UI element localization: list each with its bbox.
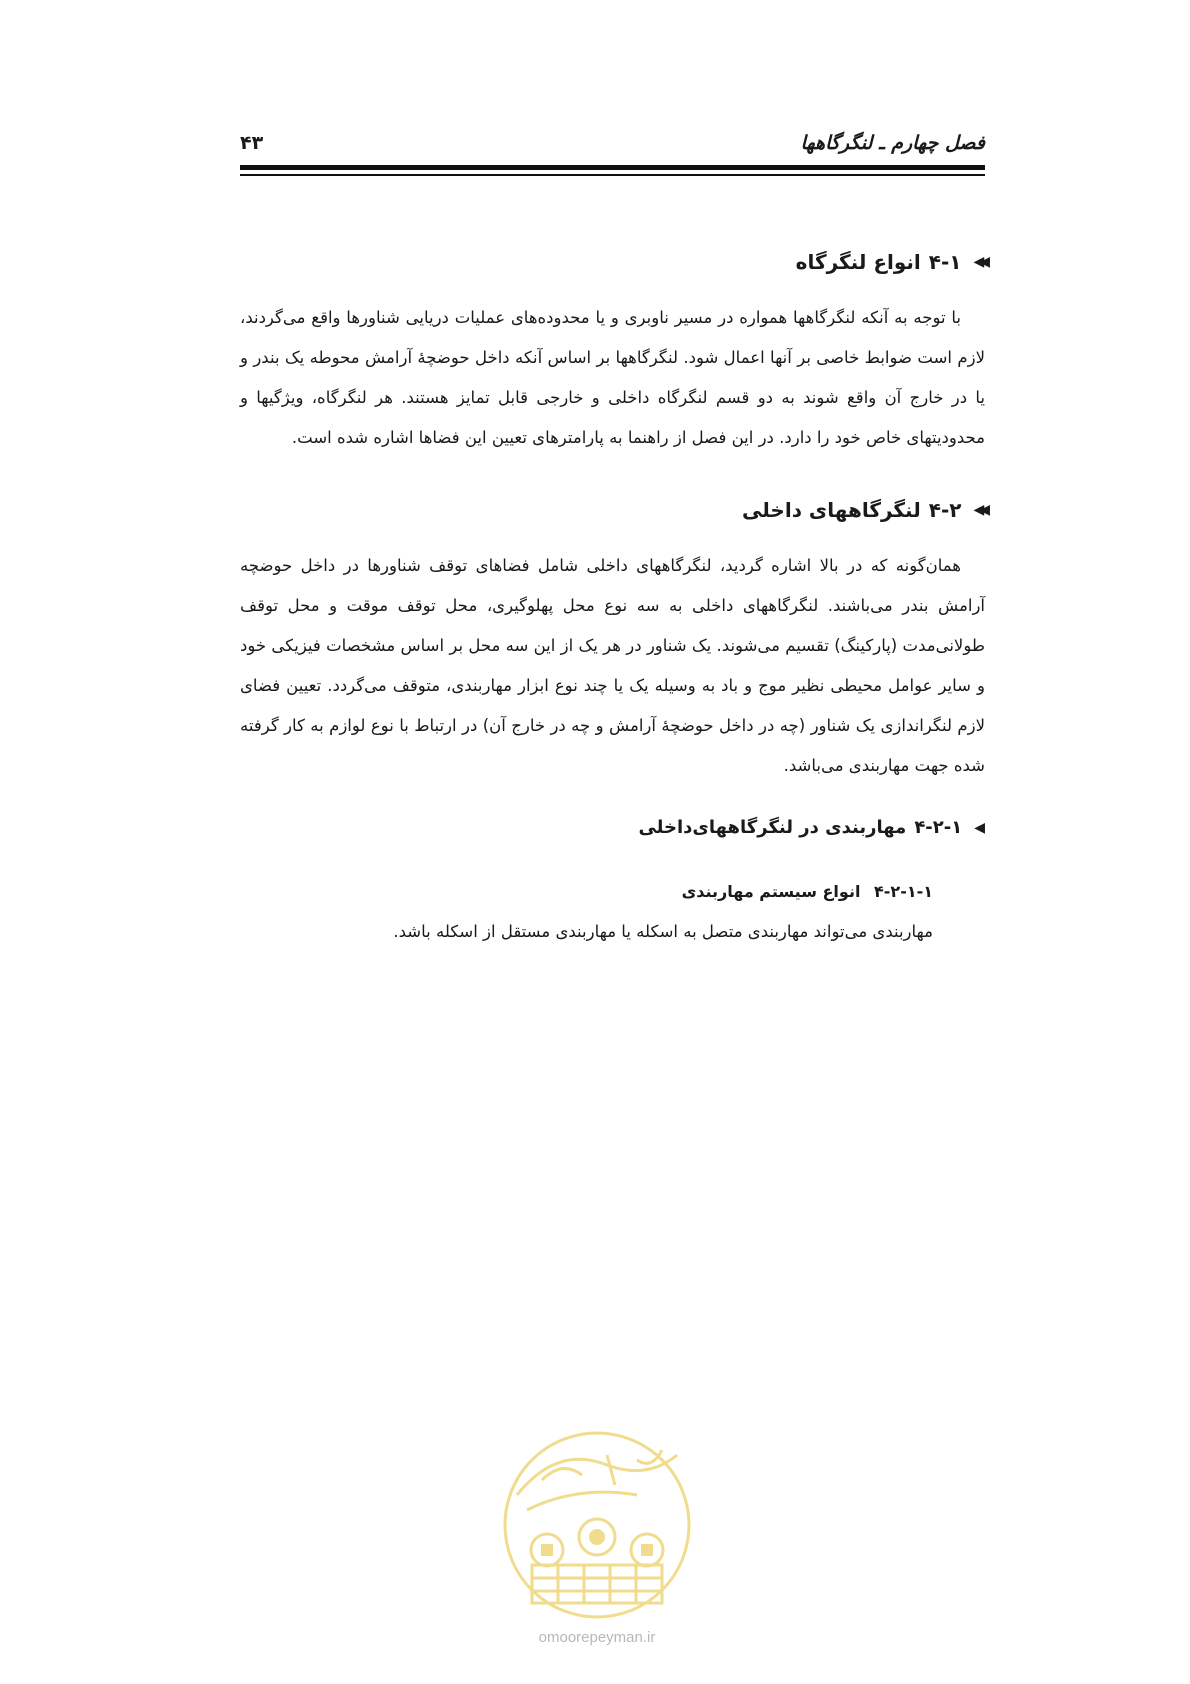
subsection-title: مهاربندی در لنگرگاههای‌داخلی xyxy=(638,817,907,838)
subsubsection-paragraph: مهاربندی می‌تواند مهاربندی متصل به اسکله یا مهاربندی مستقل از اسکله باشد. xyxy=(393,922,933,941)
triangle-bullet-icon: ◀ xyxy=(974,820,985,836)
double-triangle-bullet-icon: ◀◀ xyxy=(973,254,985,270)
section-paragraph: همان‌گونه که در بالا اشاره گردید، لنگرگاههای داخلی شامل فضاهای توقف شناورها در داخل حوضچه آرامش بندر می‌باشند. لنگرگاههای داخلی به سه نوع محل پهلوگیری، محل توقف موقت و محل توقف طولانی‌مدت (پارکینگ) تقسیم می‌شوند. یک شناور در هر یک از این سه محل بر اساس مشخصات فیزیکی خود و سایر عوامل محیطی نظیر موج و باد به وسیله یک یا چند نوع ابزار مهاربندی، متوقف می‌گردد. تعیین فضای لازم لنگراندازی یک شناور (چه در داخل حوضچهٔ آرامش و چه در خارج آن) در ارتباط با نوع لوازم به کار گرفته شده جهت مهاربندی می‌باشد. xyxy=(240,556,985,775)
subsection-heading-4-2-1 xyxy=(240,808,985,848)
subsubsection-title: انواع سیستم مهاربندی xyxy=(681,882,861,901)
watermark-seal xyxy=(487,1425,707,1665)
header-rule-thick xyxy=(240,165,985,170)
subsubsection-heading-4-2-1-1 xyxy=(240,872,933,912)
section-title: لنگرگاههای داخلی xyxy=(742,498,921,522)
section-number: ۴-۱ xyxy=(928,250,962,274)
subsection-number: ۴-۲-۱ xyxy=(914,817,963,838)
double-triangle-bullet-icon: ◀◀ xyxy=(973,502,985,518)
header-rule-thin xyxy=(240,174,985,176)
watermark-url: omoorepeyman.ir xyxy=(538,1629,656,1646)
page-header xyxy=(240,128,985,158)
section-heading-4-2 xyxy=(240,488,985,532)
page-number: ۴۳ xyxy=(240,132,264,154)
section-paragraph: با توجه به آنکه لنگرگاهها همواره در مسیر ناوبری و یا محدوده‌های عملیات دریایی شناورها واقع می‌گردند، لازم است ضوابط خاصی بر آنها اعمال شود. لنگرگاهها بر اساس آنکه داخل حوضچهٔ آرامش محوطه یک بندر و یا در خارج آن واقع شوند به دو قسم لنگرگاه داخلی و خارجی قابل تمایز هستند. هر لنگرگاه، ویژگیها و محدودیتهای خاص خود را دارد. در این فصل از راهنما به پارامترهای تعیین این فضاها اشاره شده است. xyxy=(240,308,985,447)
subsubsection-number: ۴-۲-۱-۱ xyxy=(874,882,933,901)
chapter-title: فصل چهارم ـ لنگرگاهها xyxy=(800,132,985,154)
section-title: انواع لنگرگاه xyxy=(795,250,921,274)
seal-logo-icon xyxy=(487,1425,707,1625)
page-content xyxy=(240,240,985,952)
section-heading-4-1 xyxy=(240,240,985,284)
section-number: ۴-۲ xyxy=(928,498,962,522)
